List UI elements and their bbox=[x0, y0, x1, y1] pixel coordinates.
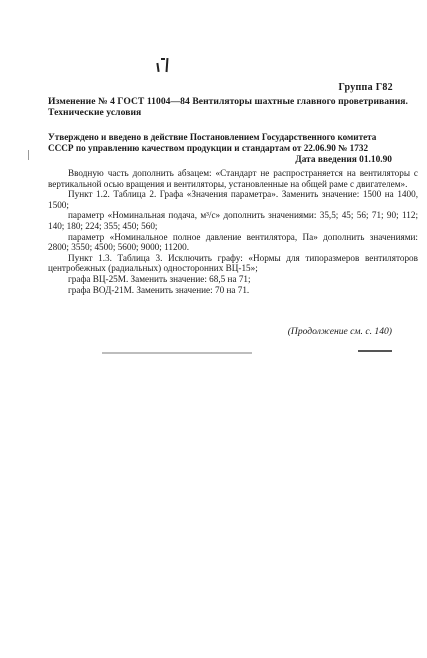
title-line: Технические условия bbox=[48, 107, 142, 118]
paragraph: параметр «Номинальная подача, м³/с» дополнить значениями: 35,5; 45; 56; 71; 90; 112; 140; 180; 224; 355; 450; 560; bbox=[48, 210, 418, 231]
paragraph: Пункт 1.3. Таблица 3. Исключить графу: «Нормы для типоразмеров вентиляторов центробежных (радиальных) односторонних ВЦ-15»; bbox=[48, 252, 418, 274]
handwritten-mark bbox=[156, 63, 159, 72]
document-title bbox=[48, 96, 418, 118]
paragraph: параметр «Номинальное полное давление вентилятора, Па» дополнить значениями: 2800; 3550; 4500; 5600; 9000; 11200. bbox=[48, 231, 418, 253]
title-line: Изменение № 4 ГОСТ 11004—84 Вентиляторы шахтные главного проветривания. bbox=[48, 96, 408, 107]
amendment-body bbox=[48, 168, 418, 295]
handwritten-mark bbox=[166, 58, 168, 72]
continued-note: (Продолжение см. с. 140) bbox=[287, 326, 392, 337]
scan-smudge bbox=[102, 352, 252, 354]
paragraph: Пункт 1.2. Таблица 2. Графа «Значения параметра». Заменить значение: 1500 на 1400, 1500; bbox=[48, 189, 418, 210]
approval-statement bbox=[48, 132, 418, 154]
margin-mark bbox=[28, 150, 29, 160]
scan-underline bbox=[358, 350, 392, 352]
approval-line: СССР по управлению качеством продукции и стандартам от 22.06.90 № 1732 bbox=[48, 143, 369, 153]
effective-date: Дата введения 01.10.90 bbox=[295, 155, 392, 165]
paragraph: графа ВОД-21М. Заменить значение: 70 на 71. bbox=[68, 284, 250, 295]
group-code: Группа Г82 bbox=[338, 82, 393, 93]
paragraph: Вводную часть дополнить абзацем: «Стандарт не распространяется на вентиляторы с вертикальной осью вращения и вентиляторы, установленные на общей раме с двигателем». bbox=[48, 168, 418, 189]
paragraph: графа ВЦ-25М. Заменить значение: 68,5 на 71; bbox=[68, 273, 251, 284]
handwritten-mark bbox=[161, 58, 165, 60]
approval-line: Утверждено и введено в действие Постановлением Государственного комитета bbox=[48, 132, 377, 142]
